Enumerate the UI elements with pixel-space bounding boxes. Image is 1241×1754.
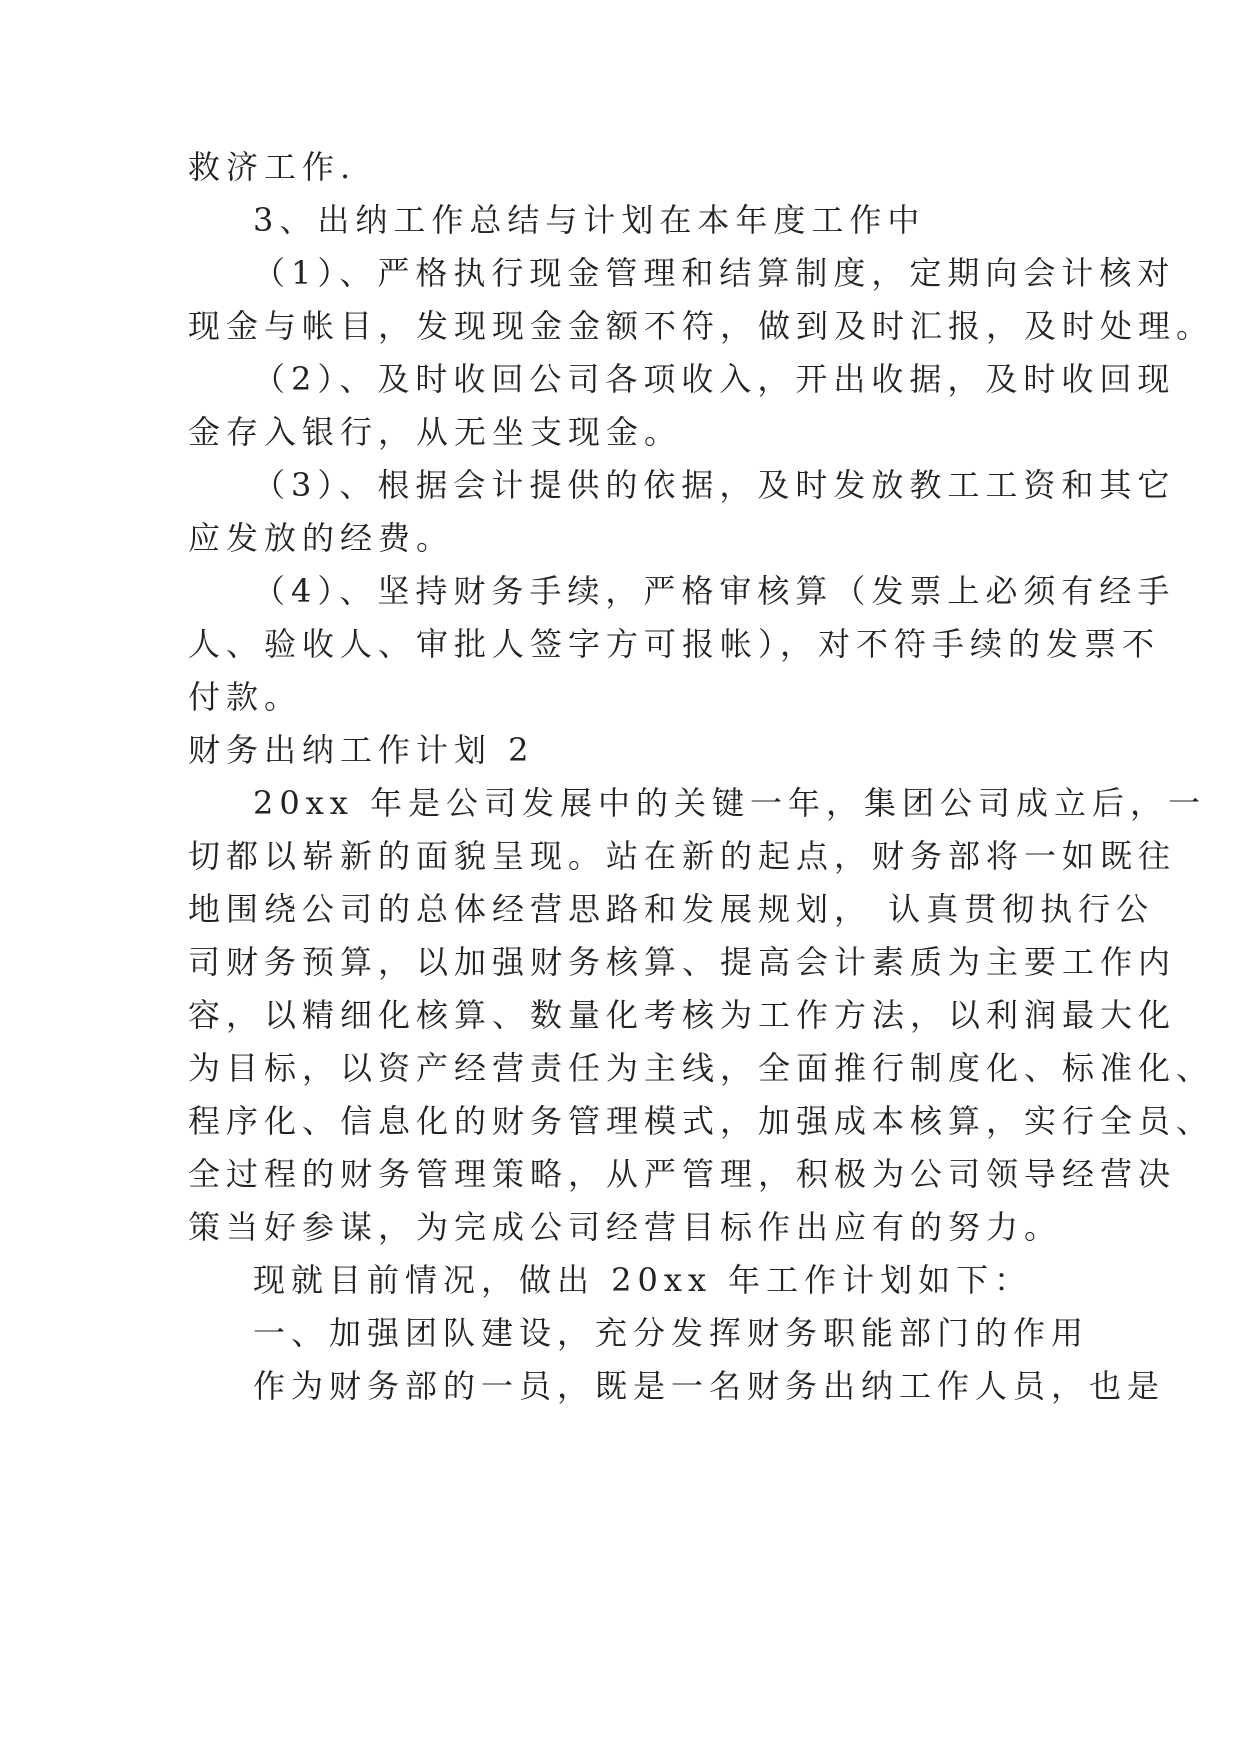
text-line-6: 金存入银行，从无坐支现金。 (188, 413, 683, 451)
text-line-9: （4）、坚持财务手续，严格审核算（发票上必须有经手 (253, 572, 1176, 610)
text-line-22: 现就目前情况，做出 20xx 年工作计划如下： (253, 1261, 1033, 1299)
text-line-21: 策当好参谋，为完成公司经营目标作出应有的努力。 (188, 1208, 1063, 1246)
text-line-10: 人、验收人、审批人签字方可报帐），对不符手续的发票不 (188, 625, 1161, 663)
text-line-15: 地围绕公司的总体经营思路和发展规划， 认真贯彻执行公 (188, 890, 1155, 928)
text-line-5: （2）、及时收回公司各项收入，开出收据，及时收回现 (253, 360, 1176, 398)
text-line-16: 司财务预算，以加强财务核算、提高会计素质为主要工作内 (188, 943, 1177, 981)
text-line-1: 救济工作. (188, 148, 357, 186)
text-line-7: （3）、根据会计提供的依据，及时发放教工工资和其它 (253, 466, 1176, 504)
section-title: 财务出纳工作计划 2 (188, 731, 535, 769)
text-line-3: （1）、严格执行现金管理和结算制度，定期向会计核对 (253, 254, 1176, 292)
section-heading-3: 3、出纳工作总结与计划在本年度工作中 (253, 201, 926, 239)
text-line-18: 为目标，以资产经营责任为主线，全面推行制度化、标准化、 (188, 1049, 1215, 1087)
text-line-24: 作为财务部的一员，既是一名财务出纳工作人员，也是 (253, 1367, 1166, 1405)
text-line-4: 现金与帐目，发现现金金额不符，做到及时汇报，及时处理。 (188, 307, 1215, 345)
text-line-20: 全过程的财务管理策略，从严管理，积极为公司领导经营决 (188, 1155, 1177, 1193)
text-line-14: 切都以崭新的面貌呈现。站在新的起点，财务部将一如既往 (188, 837, 1177, 875)
section-heading-1: 一、加强团队建设，充分发挥财务职能部门的作用 (253, 1314, 1090, 1352)
text-line-8: 应发放的经费。 (188, 519, 455, 557)
text-line-11: 付款。 (188, 678, 303, 716)
text-line-13: 20xx 年是公司发展中的关键一年，集团公司成立后，一 (253, 784, 1206, 822)
text-line-17: 容，以精细化核算、数量化考核为工作方法，以利润最大化 (188, 996, 1177, 1034)
text-line-19: 程序化、信息化的财务管理模式，加强成本核算，实行全员、 (188, 1102, 1215, 1140)
